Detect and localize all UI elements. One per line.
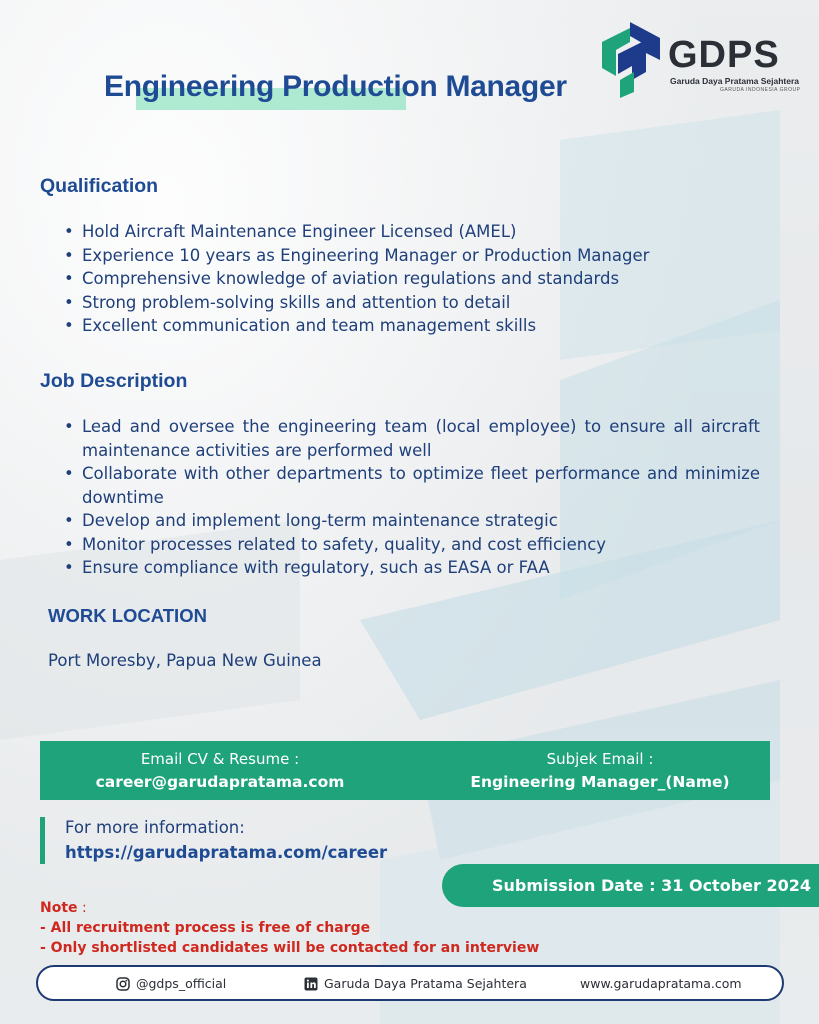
footer-linkedin[interactable] (304, 976, 527, 991)
job-description-list (64, 415, 760, 580)
career-link[interactable]: https://garudapratama.com/career (65, 843, 388, 862)
list-item: • Collaborate with other departments to optimize fleet performance and minimize downtime (64, 462, 760, 509)
instagram-handle: @gdps_official (136, 976, 227, 991)
page-title: Engineering Production Manager (104, 70, 567, 103)
subject-block (450, 748, 750, 794)
list-item: • Lead and oversee the engineering team (local employee) to ensure all aircraft maintenance activities are performed well (64, 415, 760, 462)
submission-date-badge: Submission Date : 31 October 2024 (442, 864, 819, 907)
list-item: • Ensure compliance with regulatory, such as EASA or FAA (64, 556, 760, 580)
list-item: • Experience 10 years as Engineering Manager or Production Manager (64, 244, 764, 268)
linkedin-name: Garuda Daya Pratama Sejahtera (324, 976, 527, 991)
logo-wordmark: GDPS (668, 34, 780, 76)
qualification-heading: Qualification (40, 175, 159, 197)
subject-value: Engineering Manager_(Name) (470, 773, 730, 791)
work-location-value: Port Moresby, Papua New Guinea (48, 651, 322, 670)
note-line: - Only shortlisted candidates will be contacted for an interview (40, 940, 540, 956)
note-label: Note (40, 900, 78, 916)
more-info-label: For more information: (65, 818, 245, 837)
work-location-heading: WORK LOCATION (48, 605, 207, 626)
info-accent-line (40, 817, 45, 864)
list-item: • Excellent communication and team management skills (64, 314, 764, 338)
email-address[interactable]: career@garudapratama.com (95, 773, 345, 791)
footer-bar (36, 965, 784, 1001)
list-item: • Strong problem-solving skills and attention to detail (64, 291, 764, 315)
list-item: • Monitor processes related to safety, quality, and cost efficiency (64, 533, 760, 557)
note-line: - All recruitment process is free of charge (40, 920, 371, 936)
subject-label: Subjek Email : (546, 750, 654, 768)
title-block (104, 70, 567, 104)
qualification-list (64, 220, 764, 338)
footer-instagram[interactable] (116, 976, 226, 991)
list-item: • Develop and implement long-term maintenance strategic (64, 509, 760, 533)
email-label: Email CV & Resume : (140, 750, 300, 768)
gdps-logo-icon (600, 20, 664, 98)
list-item: • Comprehensive knowledge of aviation regulations and standards (64, 267, 764, 291)
logo-group-name: GARUDA INDONESIA GROUP (720, 87, 801, 93)
gdps-logo (600, 20, 800, 100)
list-item: • Hold Aircraft Maintenance Engineer Licensed (AMEL) (64, 220, 764, 244)
apply-bar (40, 741, 770, 800)
email-block (70, 748, 370, 794)
logo-company-name: Garuda Daya Pratama Sejahtera (670, 76, 799, 86)
website-url: www.garudapratama.com (580, 976, 742, 991)
job-description-heading: Job Description (40, 370, 188, 392)
note-colon: : (77, 900, 87, 916)
note-block (40, 898, 539, 958)
linkedin-icon (304, 977, 318, 991)
footer-website[interactable] (580, 976, 742, 991)
instagram-icon (116, 977, 130, 991)
